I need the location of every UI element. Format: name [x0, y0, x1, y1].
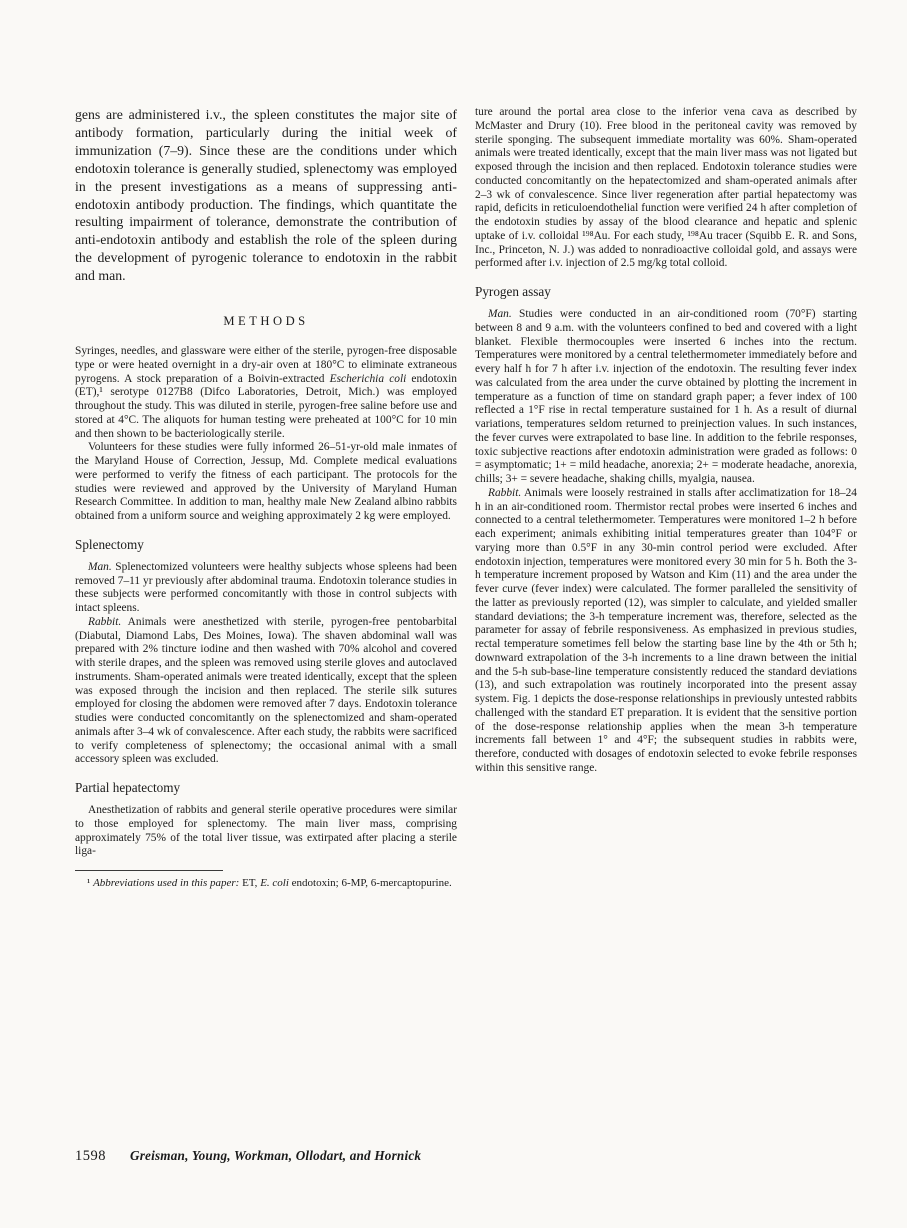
italic-text-run: Escherichia coli [329, 372, 407, 385]
paragraph [75, 804, 457, 859]
text-run: endotoxin; 6-MP, 6-mercaptopurine. [288, 877, 452, 890]
text-run: ¹ [87, 877, 94, 890]
footnote-text [75, 877, 457, 890]
italic-text-run: Man. [488, 308, 512, 320]
page-number: 1598 [75, 1148, 106, 1164]
text-run: gens are administered i.v., the spleen constitutes the major site of antibody formation, particularly during the initial week of immunization (7–9). Since these are the conditions under which endotoxin tolerance is generally studied, splenectomy was employed in the present investigations as a means of suppressing anti-endotoxin antibody production. The findings, which quantitate the resulting impairment of tolerance, demonstrate the contribution of anti-endotoxin antibody and establish the role of the spleen during the development of pyrogenic tolerance to endotoxin in the rabbit and man. [75, 107, 457, 284]
two-column-text-area [75, 106, 857, 890]
running-authors: Greisman, Young, Workman, Ollodart, and Hornick [130, 1148, 422, 1163]
italic-text-run: Rabbit. [88, 615, 122, 628]
subsection-heading: Pyrogen assay [475, 284, 551, 299]
italic-text-run: Rabbit. [488, 486, 522, 499]
paragraph [75, 561, 457, 616]
text-run: ET, [239, 877, 261, 890]
italic-text-run: Man. [88, 560, 112, 573]
subsection-heading: Partial hepatectomy [75, 780, 181, 796]
footnote-area [75, 870, 457, 890]
text-run: ture around the portal area close to the inferior vena cava as described by McMaster and Drury (10). Free blood in the peritoneal cavity was removed by sterile sponging. The subsequent immediate mortality was 60%. Sham-operated animals were treated identically, except that the main liver mass was not ligated but exposed through the incision and then replaced. Endotoxin tolerance studies were conducted concomitantly on the hepatectomized and sham-operated animals after 2–3 wk of convalescence. Since liver regeneration after partial hepatectomy was rapid, deficits in reticuloendothelial function were verified 24 h after completion of the endotoxin studies by assay of the blood clearance and hepatic and splenic uptake of i.v. colloidal ¹⁹⁸Au. For each study, ¹⁹⁸Au tracer (Squibb E. R. and Sons, Inc., Princeton, N. J.) was added to nonradioactive colloidal gold, and assays were performed after i.v. injection of 2.5 mg/kg total colloid. [475, 106, 857, 270]
text-run: Volunteers for these studies were fully informed 26–51-yr-old male inmates of the Maryland House of Correction, Jessup, Md. Complete medical evaluations were performed to verify the fitness of each participant. The protocols for the studies were reviewed and approved by the University of Maryland Human Research Committee. In addition to man, healthy male New Zealand albino rabbits obtained from a uniform source and weighing approximately 2 kg were employed. [75, 441, 457, 523]
paragraph [475, 308, 857, 487]
text-run: Animals were anesthetized with sterile, pyrogen-free pentobarbital (Diabutal, Diamond Labs, Des Moines, Iowa). The shaven abdominal wall was prepared with 2% tincture iodine and then washed with 70% alcohol and covered with sterile drapes, and the spleen was removed using sterile gloves and autoclaved instruments. Sham-operated animals were treated identically, except that the spleen was exposed through the incision and then replaced. The sterile silk sutures employed for closing the abdomen were removed after 7 days. Endotoxin tolerance studies were conducted concomitantly on the splenectomized and sham-operated animals after 3–4 wk of convalescence. After each study, the rabbits were sacrificed to verify completeness of splenectomy; the occasional animal with a small accessory spleen was excluded. [75, 615, 457, 766]
paragraph [475, 487, 857, 776]
paragraph [75, 441, 457, 524]
text-run: endotoxin (ET),¹ serotype 0127B8 (Difco Laboratories, Detroit, Mich.) was employed throughout the study. This was diluted in sterile, pyrogen-free saline before use and stored at 4°C. The aliquots for human testing were preheated at 100°C for 10 min and then shown to be bacteriologically sterile. [75, 372, 457, 440]
page-footer [75, 1148, 857, 1165]
text-run: Anesthetization of rabbits and general sterile operative procedures were similar to those employed for splenectomy. The main liver mass, comprising approximately 75% of the total liver tissue, was extirpated after placing a sterile liga- [75, 804, 457, 858]
text-run: Syringes, needles, and glassware were either of the sterile, pyrogen-free disposable type or were heated overnight in a dry-air oven at 180°C to eliminate extraneous pyrogens. A stock preparation of a Boivin-extracted [75, 345, 457, 385]
text-run: Splenectomized volunteers were healthy subjects whose spleens had been removed 7–11 yr previously after abdominal trauma. Endotoxin tolerance studies in these subjects were performed concomitantly with those in control subjects with intact spleens. [75, 560, 457, 615]
right-column-blocks [475, 106, 857, 776]
subsection-heading: Splenectomy [75, 536, 144, 552]
paragraph [75, 345, 457, 441]
italic-text-run: E. coli [260, 877, 289, 890]
italic-text-run: Abbreviations used in this paper: [93, 877, 240, 890]
text-run: Studies were conducted in an air-conditioned room (70°F) starting between 8 and 9 a.m. with the volunteers confined to bed and covered with a light blanket. Flexible thermocouples were inserted 6 inches into the rectum. Temperatures were monitored by a central telethermometer immediately before and every half h for 7 h after i.v. injection of the endotoxin. The resulting fever index was calculated from the area under the curve obtained by plotting the increment in temperature as a function of time on standard graph paper; a fever index of 100 reflected a 1°F rise in rectal temperature sustained for 1 h. As a result of diurnal variations, temperatures seldom returned to preinjection values. In such instances, the fever curves were extrapolated to base line. In addition to the febrile responses, toxic subjective reactions after endotoxin administration were graded as follows: 0 = asymptomatic; 1+ = mild headache, anorexia; 2+ = moderate headache, anorexia, chills; 3+ = severe headache, shaking chills, myalgia, nausea. [475, 308, 857, 485]
left-column [75, 106, 457, 890]
paragraph [75, 616, 457, 767]
footnote-rule [75, 870, 223, 871]
section-heading: METHODS [223, 314, 309, 329]
right-column [475, 106, 857, 890]
text-run: Animals were loosely restrained in stalls after acclimatization for 18–24 h in an air-conditioned room. Thermistor rectal probes were inserted 6 inches and connected to a central telethermometer. Temperatures were monitored 1–2 h before each experiment; animals exhibiting initial temperatures greater than 104°F or varying more than 0.5°F in any 30-min control period were excluded. After endotoxin injection, temperatures were monitored every 30 min for 5 h. Both the 3-h temperature increment proposed by Watson and Kim (11) and the area under the fever curve (fever index) were calculated. The former paralleled the sensitivity of the latter as previously reported (12), was simpler to calculate, and yielded smaller standard deviations; the 3-h temperature increment was, therefore, selected as the parameter for assay of febrile responsiveness. As emphasized in previous studies, rectal temperature sometimes fell below the starting base line by the 4th or 5th h; downward extrapolation of the 3-h increments to a line drawn between the initial and the 5-h sub-base-line temperature consistently reduced the standard deviations (13), and such extrapolation was routinely incorporated into the present assay system. Fig. 1 depicts the dose-response relationships in previously untested rabbits challenged with the standard ET preparation. It is evident that the sensitive portion of the dose-response relationship applies when the mean 3-h temperature increments fall between 1° and 4°F; the subsequent studies in rabbits were, therefore, conducted with dosages of endotoxin selected to evoke febrile responses within this sensitive range. [475, 486, 857, 774]
paragraph [75, 106, 457, 285]
paragraph [475, 106, 857, 271]
left-column-blocks [75, 106, 457, 859]
